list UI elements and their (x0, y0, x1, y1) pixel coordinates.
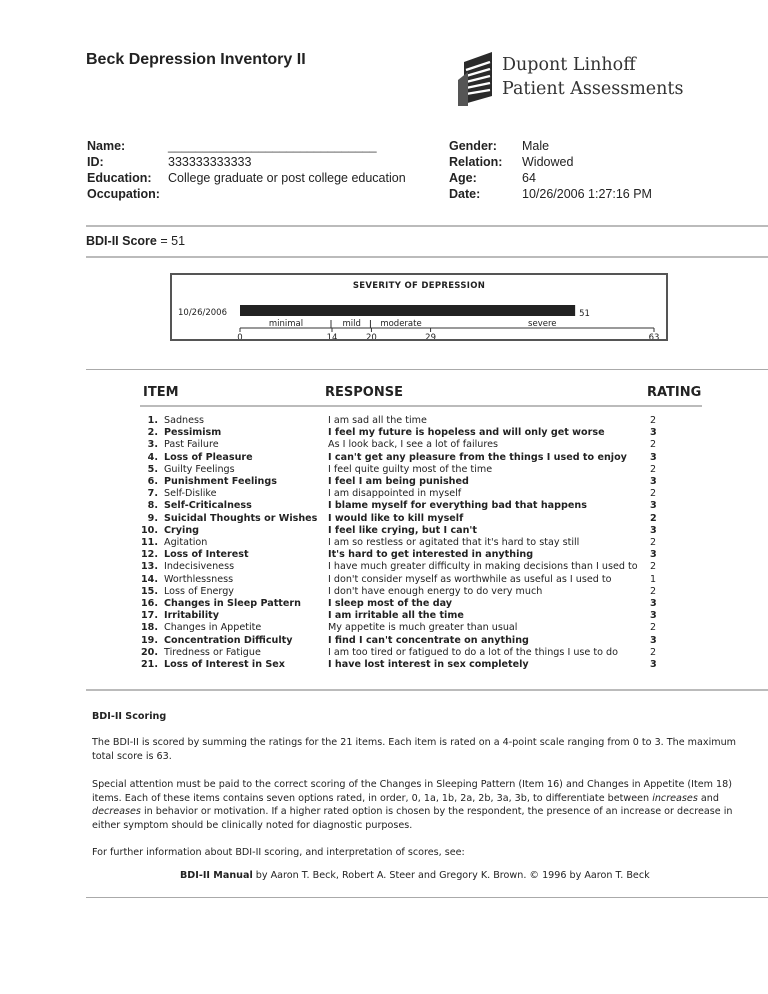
item-number: 8. (147, 500, 158, 512)
manual-reference (180, 869, 650, 883)
axis-tick-label: 29 (425, 333, 436, 339)
table-row (0, 500, 768, 512)
p2-em-increases: increases (652, 792, 698, 804)
item-response: It's hard to get interested in anything (328, 549, 534, 561)
item-rating: 3 (650, 451, 657, 463)
item-name: Concentration Difficulty (164, 634, 293, 646)
item-number: 4. (147, 451, 158, 463)
item-response: I feel I am being punished (328, 476, 469, 487)
item-number: 14. (141, 573, 158, 585)
item-number: 19. (141, 634, 158, 646)
item-rating: 3 (650, 427, 657, 439)
item-number: 5. (147, 463, 158, 475)
item-name: Loss of Interest in Sex (164, 659, 285, 670)
table-row (0, 415, 768, 427)
item-response: I am sad all the time (328, 415, 427, 426)
table-row (0, 464, 768, 476)
axis-tick-label: 0 (237, 333, 243, 339)
gender-label: Gender: (449, 139, 497, 153)
item-rating: 2 (650, 585, 657, 597)
item-number: 2. (147, 427, 158, 439)
item-name: Sadness (164, 415, 205, 426)
item-name: Tiredness or Fatigue (164, 646, 261, 658)
item-name: Guilty Feelings (164, 463, 235, 475)
date-value: 10/26/2006 1:27:16 PM (522, 187, 652, 201)
company-logo (458, 50, 684, 106)
table-row (0, 586, 768, 598)
item-rating: 2 (650, 488, 657, 500)
item-name: Agitation (164, 537, 208, 548)
relation-label: Relation: (449, 155, 503, 169)
item-name: Crying (164, 524, 200, 536)
name-value: ______________________________ (168, 139, 377, 153)
logo-line-2: Patient Assessments (502, 79, 684, 99)
item-rating: 3 (650, 476, 657, 487)
p2-part-a: Special attention must be paid to the correct scoring of the Changes in Sleeping Pattern (Item 16) and Changes in Appetite (Item 18) items. Each of these items contains seven options rated, in order, 0, 1a, 1b, 2a, 2b, 3a, 3b, to differentiate between (92, 779, 733, 804)
item-rating: 3 (650, 524, 657, 536)
item-rating: 3 (650, 634, 657, 646)
id-label: ID: (87, 155, 104, 169)
item-name: Changes in Sleep Pattern (164, 598, 301, 609)
item-response: I don't consider myself as worthwhile as useful as I used to (328, 573, 612, 585)
item-number: 10. (141, 524, 158, 536)
item-rating: 2 (650, 439, 657, 451)
divider (86, 225, 768, 227)
item-response: I am disappointed in myself (328, 488, 462, 500)
manual-title: BDI-II Manual (180, 870, 253, 881)
item-response: I feel quite guilty most of the time (328, 463, 493, 475)
item-number: 12. (141, 549, 158, 561)
p2-em-decreases: decreases (92, 806, 141, 817)
item-name: Pessimism (164, 427, 222, 439)
item-number: 1. (147, 415, 158, 426)
item-number: 18. (141, 622, 158, 634)
item-response: I sleep most of the day (328, 598, 453, 609)
severity-range-label: moderate (380, 319, 422, 329)
item-rating: 3 (650, 610, 657, 622)
date-label: Date: (449, 187, 481, 201)
item-response: I am irritable all the time (328, 610, 464, 622)
table-row (0, 476, 768, 488)
item-name: Past Failure (164, 439, 219, 451)
axis-tick-label: 63 (648, 333, 660, 339)
response-column-header: RESPONSE (325, 385, 403, 400)
divider (86, 369, 768, 370)
item-name: Loss of Pleasure (164, 451, 253, 463)
item-number: 15. (141, 585, 158, 597)
item-response: I have lost interest in sex completely (328, 659, 529, 670)
divider (86, 689, 768, 691)
chart-title: SEVERITY OF DEPRESSION (352, 281, 486, 291)
bdi-score-label: BDI-II Score (86, 234, 157, 248)
item-rating: 2 (650, 646, 657, 658)
item-rating: 2 (650, 415, 657, 426)
relation-value: Widowed (522, 155, 574, 169)
severity-range-label: minimal (268, 319, 304, 329)
item-response: My appetite is much greater than usual (328, 622, 518, 634)
item-response: I have much greater difficulty in making decisions than I used to (328, 561, 638, 573)
severity-bar-value: 51 (579, 309, 590, 319)
item-number: 16. (141, 598, 158, 609)
item-rating: 1 (650, 573, 657, 585)
table-row (0, 513, 768, 525)
item-name: Loss of Energy (164, 585, 234, 597)
table-row (0, 537, 768, 549)
item-number: 3. (147, 439, 158, 451)
item-column-header: ITEM (143, 385, 179, 400)
table-row (0, 488, 768, 500)
item-name: Loss of Interest (164, 549, 249, 561)
item-rating: 3 (650, 659, 657, 670)
item-rating: 2 (650, 622, 657, 634)
item-rating: 2 (650, 561, 657, 573)
item-rating: 3 (650, 598, 657, 609)
manual-citation: by Aaron T. Beck, Robert A. Steer and Gregory K. Brown. © 1996 by Aaron T. Beck (252, 870, 650, 881)
item-response: I am too tired or fatigued to do a lot of the things I use to do (328, 646, 618, 658)
item-response: I am so restless or agitated that it's hard to stay still (328, 537, 580, 548)
education-label: Education: (87, 171, 152, 185)
item-response: I feel my future is hopeless and will only get worse (328, 427, 605, 439)
gender-value: Male (522, 139, 550, 153)
divider (86, 256, 768, 258)
item-number: 17. (141, 610, 158, 622)
divider (86, 897, 768, 898)
name-label: Name: (87, 139, 126, 153)
item-rating: 3 (650, 549, 657, 561)
table-row (0, 525, 768, 537)
document-title: Beck Depression Inventory II (86, 51, 306, 68)
severity-range-label: mild (342, 319, 361, 329)
table-row (0, 549, 768, 561)
scoring-heading: BDI-II Scoring (92, 711, 167, 722)
bdi-score-value: = 51 (160, 234, 186, 248)
table-row (0, 610, 768, 622)
item-number: 7. (147, 488, 158, 500)
item-name: Suicidal Thoughts or Wishes (164, 512, 318, 524)
table-row (0, 561, 768, 573)
table-row (0, 598, 768, 610)
item-name: Changes in Appetite (164, 622, 262, 634)
item-name: Indecisiveness (164, 561, 235, 573)
item-rating: 2 (650, 463, 657, 475)
table-row (0, 622, 768, 634)
bdi-score-line (86, 234, 185, 248)
table-row (0, 452, 768, 464)
item-rating: 3 (650, 500, 657, 512)
p2-part-c: in behavior or motivation. If a higher rated option is chosen by the respondent, the presence of an increase or decrease in either symptom should be clinically noted for diagnostic purposes. (92, 806, 733, 831)
axis-tick-label: 14 (326, 333, 338, 339)
logo-mark-icon (458, 50, 500, 106)
scoring-paragraph-2 (92, 778, 748, 832)
item-response: I don't have enough energy to do very much (328, 585, 543, 597)
age-label: Age: (449, 171, 477, 185)
table-row (0, 427, 768, 439)
logo-line-1: Dupont Linhoff (502, 55, 636, 75)
severity-range-label: severe (528, 319, 557, 329)
severity-bar (240, 305, 575, 316)
table-row (0, 574, 768, 586)
item-rating: 2 (650, 512, 657, 524)
item-number: 20. (141, 646, 158, 658)
item-name: Irritability (164, 610, 219, 622)
axis-tick-label: 20 (366, 333, 377, 339)
severity-chart (170, 273, 668, 341)
item-number: 21. (141, 659, 158, 670)
item-response: I blame myself for everything bad that happens (328, 500, 587, 512)
scoring-paragraph-1: The BDI-II is scored by summing the ratings for the 21 items. Each item is rated on a 4-point scale ranging from 0 to 3. The maximum total score is 63. (92, 737, 737, 762)
age-value: 64 (522, 171, 536, 185)
item-number: 6. (147, 476, 158, 487)
item-response: I would like to kill myself (328, 512, 464, 524)
item-number: 9. (147, 512, 158, 524)
item-number: 11. (141, 537, 158, 548)
item-rating: 2 (650, 537, 657, 548)
table-row (0, 647, 768, 659)
chart-category-label: 10/26/2006 (178, 308, 227, 318)
item-response: I can't get any pleasure from the things I used to enjoy (328, 451, 627, 463)
scoring-paragraph-3: For further information about BDI-II scoring, and interpretation of scores, see: (92, 847, 465, 858)
severity-chart-svg (172, 275, 666, 339)
item-number: 13. (141, 561, 158, 573)
rating-column-header: RATING (647, 385, 702, 400)
table-row (0, 635, 768, 647)
item-name: Self-Dislike (164, 488, 217, 500)
table-row (0, 439, 768, 451)
occupation-label: Occupation: (87, 187, 160, 201)
item-name: Self-Criticalness (164, 500, 252, 512)
p2-part-b: and (697, 792, 719, 804)
id-value: 333333333333 (168, 155, 252, 169)
item-response: I find I can't concentrate on anything (328, 634, 529, 646)
item-response: I feel like crying, but I can't (328, 524, 477, 536)
table-header-rule (140, 405, 702, 407)
education-value: College graduate or post college education (168, 171, 406, 185)
item-name: Punishment Feelings (164, 476, 277, 487)
item-response: As I look back, I see a lot of failures (328, 439, 499, 451)
item-name: Worthlessness (164, 573, 234, 585)
table-row (0, 659, 768, 671)
